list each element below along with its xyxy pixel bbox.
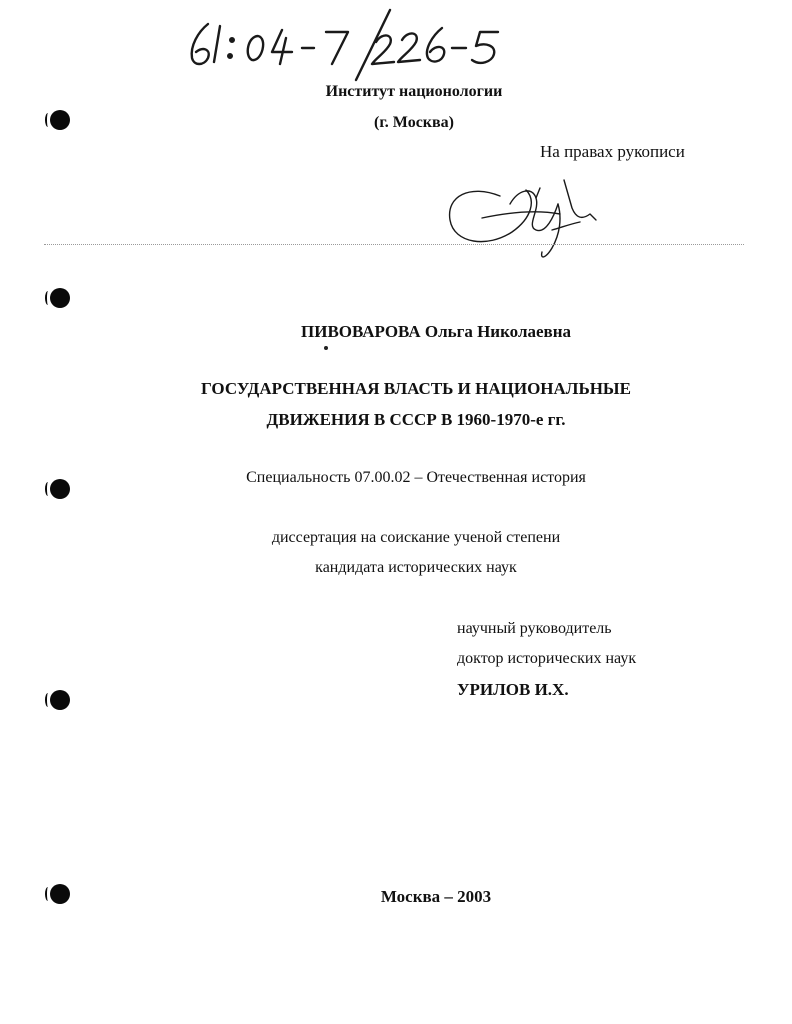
degree-line-2: кандидата исторических наук: [315, 559, 517, 576]
supervisor-role: научный руководитель: [457, 620, 612, 637]
degree-line-1: диссертация на соискание ученой степени: [271, 529, 561, 546]
supervisor-degree: доктор исторических наук: [457, 650, 637, 667]
handwritten-catalog-number: [180, 2, 520, 82]
author-name: ПИВОВАРОВА Ольга Николаевна: [301, 322, 571, 341]
ink-speck: [324, 346, 328, 350]
signature-image: [440, 160, 610, 270]
specialty: Специальность 07.00.02 – Отечественная история: [246, 469, 586, 486]
institute-city: (г. Москва): [374, 114, 454, 131]
supervisor-name: УРИЛОВ И.Х.: [457, 680, 569, 699]
rights-note: На правах рукописи: [540, 142, 685, 161]
title-line-2: ДВИЖЕНИЯ В СССР В 1960-1970-е гг.: [266, 410, 566, 429]
title-line-1: ГОСУДАРСТВЕННАЯ ВЛАСТЬ И НАЦИОНАЛЬНЫЕ: [201, 379, 631, 398]
institute-name: Институт национологии: [325, 83, 503, 100]
dotted-divider: [44, 244, 744, 247]
binder-hole: [50, 690, 70, 710]
place-year: Москва – 2003: [380, 887, 492, 906]
binder-hole: [50, 288, 70, 308]
